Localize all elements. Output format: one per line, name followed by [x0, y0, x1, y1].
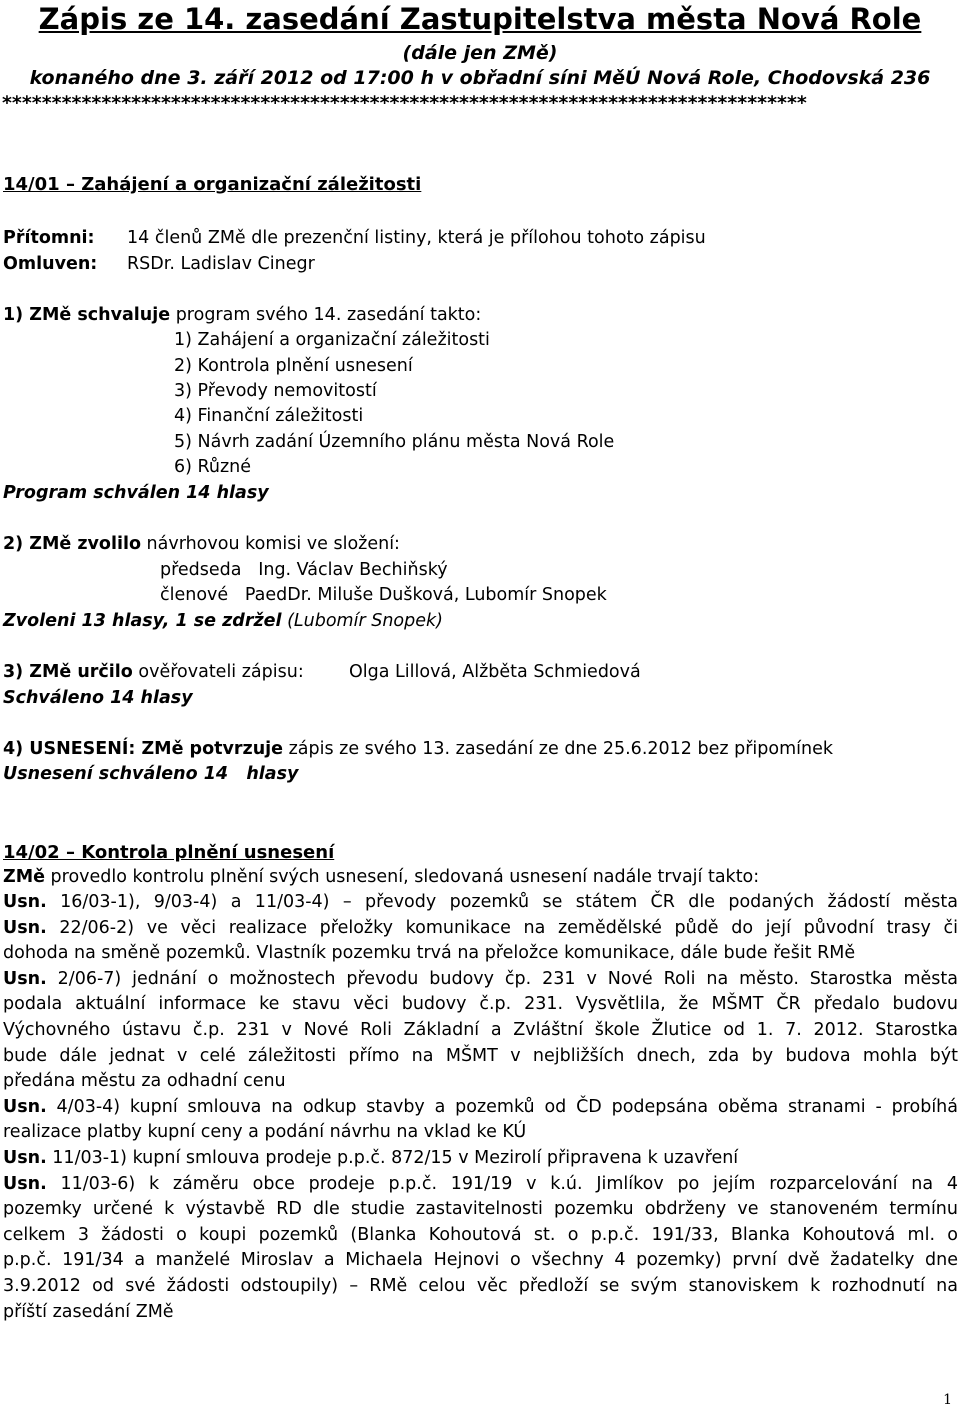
item-3-names: Olga Lillová, Alžběta Schmiedová — [349, 662, 641, 682]
resolution-line — [3, 1302, 174, 1322]
page-subtitle: (dále jen ZMě) — [402, 42, 558, 64]
resolution-text: podala aktuální informace ke stavu věci budovy č.p. 231. Vysvětlila, že MŠMT ČR předalo budovu — [3, 994, 958, 1014]
resolution-line — [3, 1148, 738, 1168]
usn-label: Usn. — [3, 1174, 47, 1194]
resolution-text: 22/06-2) ve věci realizace přeložky komunikace na zemědělské půdě do její původní trasy či — [46, 918, 958, 938]
usn-label: Usn. — [3, 1097, 47, 1117]
usn-label: Usn. — [3, 892, 47, 912]
resolution-line — [3, 1122, 526, 1142]
committee-members: členové PaedDr. Miluše Dušková, Lubomír Snopek — [160, 585, 607, 605]
resolution-line — [3, 1046, 958, 1066]
absent-row — [3, 254, 97, 274]
resolution-text: Výchovného ústavu č.p. 231 v Nové Roli Základní a Zvláštní škole Žlutice od 1. 7. 2012. Starostka — [3, 1020, 958, 1040]
item-4 — [3, 739, 833, 759]
resolution-line — [3, 892, 958, 912]
item-4-label: 4) USNESENÍ: ZMě potvrzuje — [3, 739, 284, 759]
resolution-line — [3, 918, 958, 938]
resolution-line — [3, 1276, 958, 1296]
present-row — [3, 228, 95, 248]
item-3 — [3, 662, 304, 682]
page-title: Zápis ze 14. zasedání Zastupitelstva města Nová Role — [38, 2, 922, 36]
resolution-text: bude dále jednat v celé záležitosti přímo na MŠMT v nejbližších dnech, zda by budova mohla být — [3, 1046, 958, 1066]
resolution-text: 11/03-6) k záměru obce prodeje p.p.č. 191/19 v k.ú. Jimlíkov po jejím rozparcelování na 4 — [46, 1174, 958, 1194]
usn-label: Usn. — [3, 1148, 47, 1168]
item-4-text: zápis ze svého 13. zasedání ze dne 25.6.2012 bez připomínek — [283, 739, 833, 759]
resolution-text: dohoda na směně pozemků. Vlastník pozemku trvá na přeložce komunikace, dále bude řešit RMě — [3, 943, 856, 963]
item-2-result-note: (Lubomír Snopek) — [281, 611, 443, 631]
resolution-text: 11/03-1) kupní smlouva prodeje p.p.č. 872/15 v Mezirolí připravena k uzavření — [46, 1148, 739, 1168]
item-3-label: 3) ZMě určilo — [3, 662, 133, 682]
resolution-line — [3, 1250, 958, 1270]
item-4-result: Usnesení schváleno 14 hlasy — [3, 764, 299, 784]
resolution-line — [3, 994, 958, 1014]
item-3-text: ověřovateli zápisu: — [132, 662, 304, 682]
resolution-line — [3, 1225, 958, 1245]
item-2 — [3, 534, 400, 554]
separator: ********************************************************************************* — [2, 92, 807, 114]
section-2-intro — [3, 867, 759, 887]
program-item-5: 5) Návrh zadání Územního plánu města Nová Role — [174, 432, 615, 452]
section-2-intro-label: ZMě — [3, 867, 45, 887]
present-value: 14 členů ZMě dle prezenční listiny, která je přílohou tohoto zápisu — [127, 228, 706, 248]
section-heading-14-02: 14/02 – Kontrola plnění usnesení — [3, 842, 335, 863]
page-number: 1 — [943, 1392, 952, 1408]
program-item-1: 1) Zahájení a organizační záležitosti — [174, 330, 490, 350]
absent-value: RSDr. Ladislav Cinegr — [127, 254, 315, 274]
program-item-2: 2) Kontrola plnění usnesení — [174, 356, 413, 376]
resolution-text: celkem 3 žádosti o koupi pozemků (Blanka Kohoutová st. o p.p.č. 191/33, Blanka Kohoutová ml. o — [3, 1225, 958, 1245]
resolution-line — [3, 1199, 958, 1219]
usn-label: Usn. — [3, 918, 47, 938]
resolution-line — [3, 1071, 286, 1091]
item-2-text: návrhovou komisi ve složení: — [140, 534, 400, 554]
committee-chair: předseda Ing. Václav Bechiňský — [160, 560, 448, 580]
resolution-line — [3, 943, 855, 963]
resolution-text: realizace platby kupní ceny a podání návrhu na vklad ke KÚ — [3, 1122, 527, 1142]
item-1-label: 1) ZMě schvaluje — [3, 305, 171, 325]
resolution-line — [3, 1020, 958, 1040]
resolution-text: 2/06-7) jednání o možnostech převodu budovy čp. 231 v Nové Roli na město. Starostka města — [46, 969, 958, 989]
absent-label: Omluven: — [3, 254, 98, 274]
item-2-result — [3, 611, 443, 631]
item-3-result: Schváleno 14 hlasy — [3, 688, 193, 708]
present-label: Přítomni: — [3, 228, 95, 248]
meeting-info: konaného dne 3. září 2012 od 17:00 h v obřadní síni MěÚ Nová Role, Chodovská 236 — [29, 67, 931, 89]
resolution-text: 16/03-1), 9/03-4) a 11/03-4) – převody pozemků se státem ČR dle podaných žádostí města — [46, 892, 958, 912]
program-item-6: 6) Různé — [174, 457, 252, 477]
resolution-line — [3, 1097, 958, 1117]
resolution-text: 3.9.2012 od své žádosti odstoupily) – RMě celou věc předloží se svým stanoviskem k rozhodnutí na — [3, 1276, 958, 1296]
item-1 — [3, 305, 481, 325]
resolution-text: pozemky určené k výstavbě RD dle studie zastavitelnosti pozemku obdrženy ve stanoveném termínu — [3, 1199, 958, 1219]
section-2-intro-text: provedlo kontrolu plnění svých usnesení, sledovaná usnesení nadále trvají takto: — [44, 867, 760, 887]
resolution-text: předána městu za odhadní cenu — [3, 1071, 286, 1091]
resolution-line — [3, 1174, 958, 1194]
resolution-text: p.p.č. 191/34 a manželé Miroslav a Michaela Hejnovi o všechny 4 pozemky) první dvě žadatelky dne — [3, 1250, 958, 1270]
program-item-3: 3) Převody nemovitostí — [174, 381, 377, 401]
section-heading-14-01: 14/01 – Zahájení a organizační záležitosti — [3, 174, 422, 195]
item-2-result-votes: Zvoleni 13 hlasy, 1 se zdržel — [3, 611, 282, 631]
resolution-text: příští zasedání ZMě — [3, 1302, 174, 1322]
resolution-line — [3, 969, 958, 989]
usn-label: Usn. — [3, 969, 47, 989]
resolution-text: 4/03-4) kupní smlouva na odkup stavby a pozemků od ČD podepsána oběma stranami - probíhá — [46, 1097, 958, 1117]
program-item-4: 4) Finanční záležitosti — [174, 406, 364, 426]
item-1-result: Program schválen 14 hlasy — [3, 483, 269, 503]
item-2-label: 2) ZMě zvolilo — [3, 534, 141, 554]
item-1-text: program svého 14. zasedání takto: — [170, 305, 482, 325]
